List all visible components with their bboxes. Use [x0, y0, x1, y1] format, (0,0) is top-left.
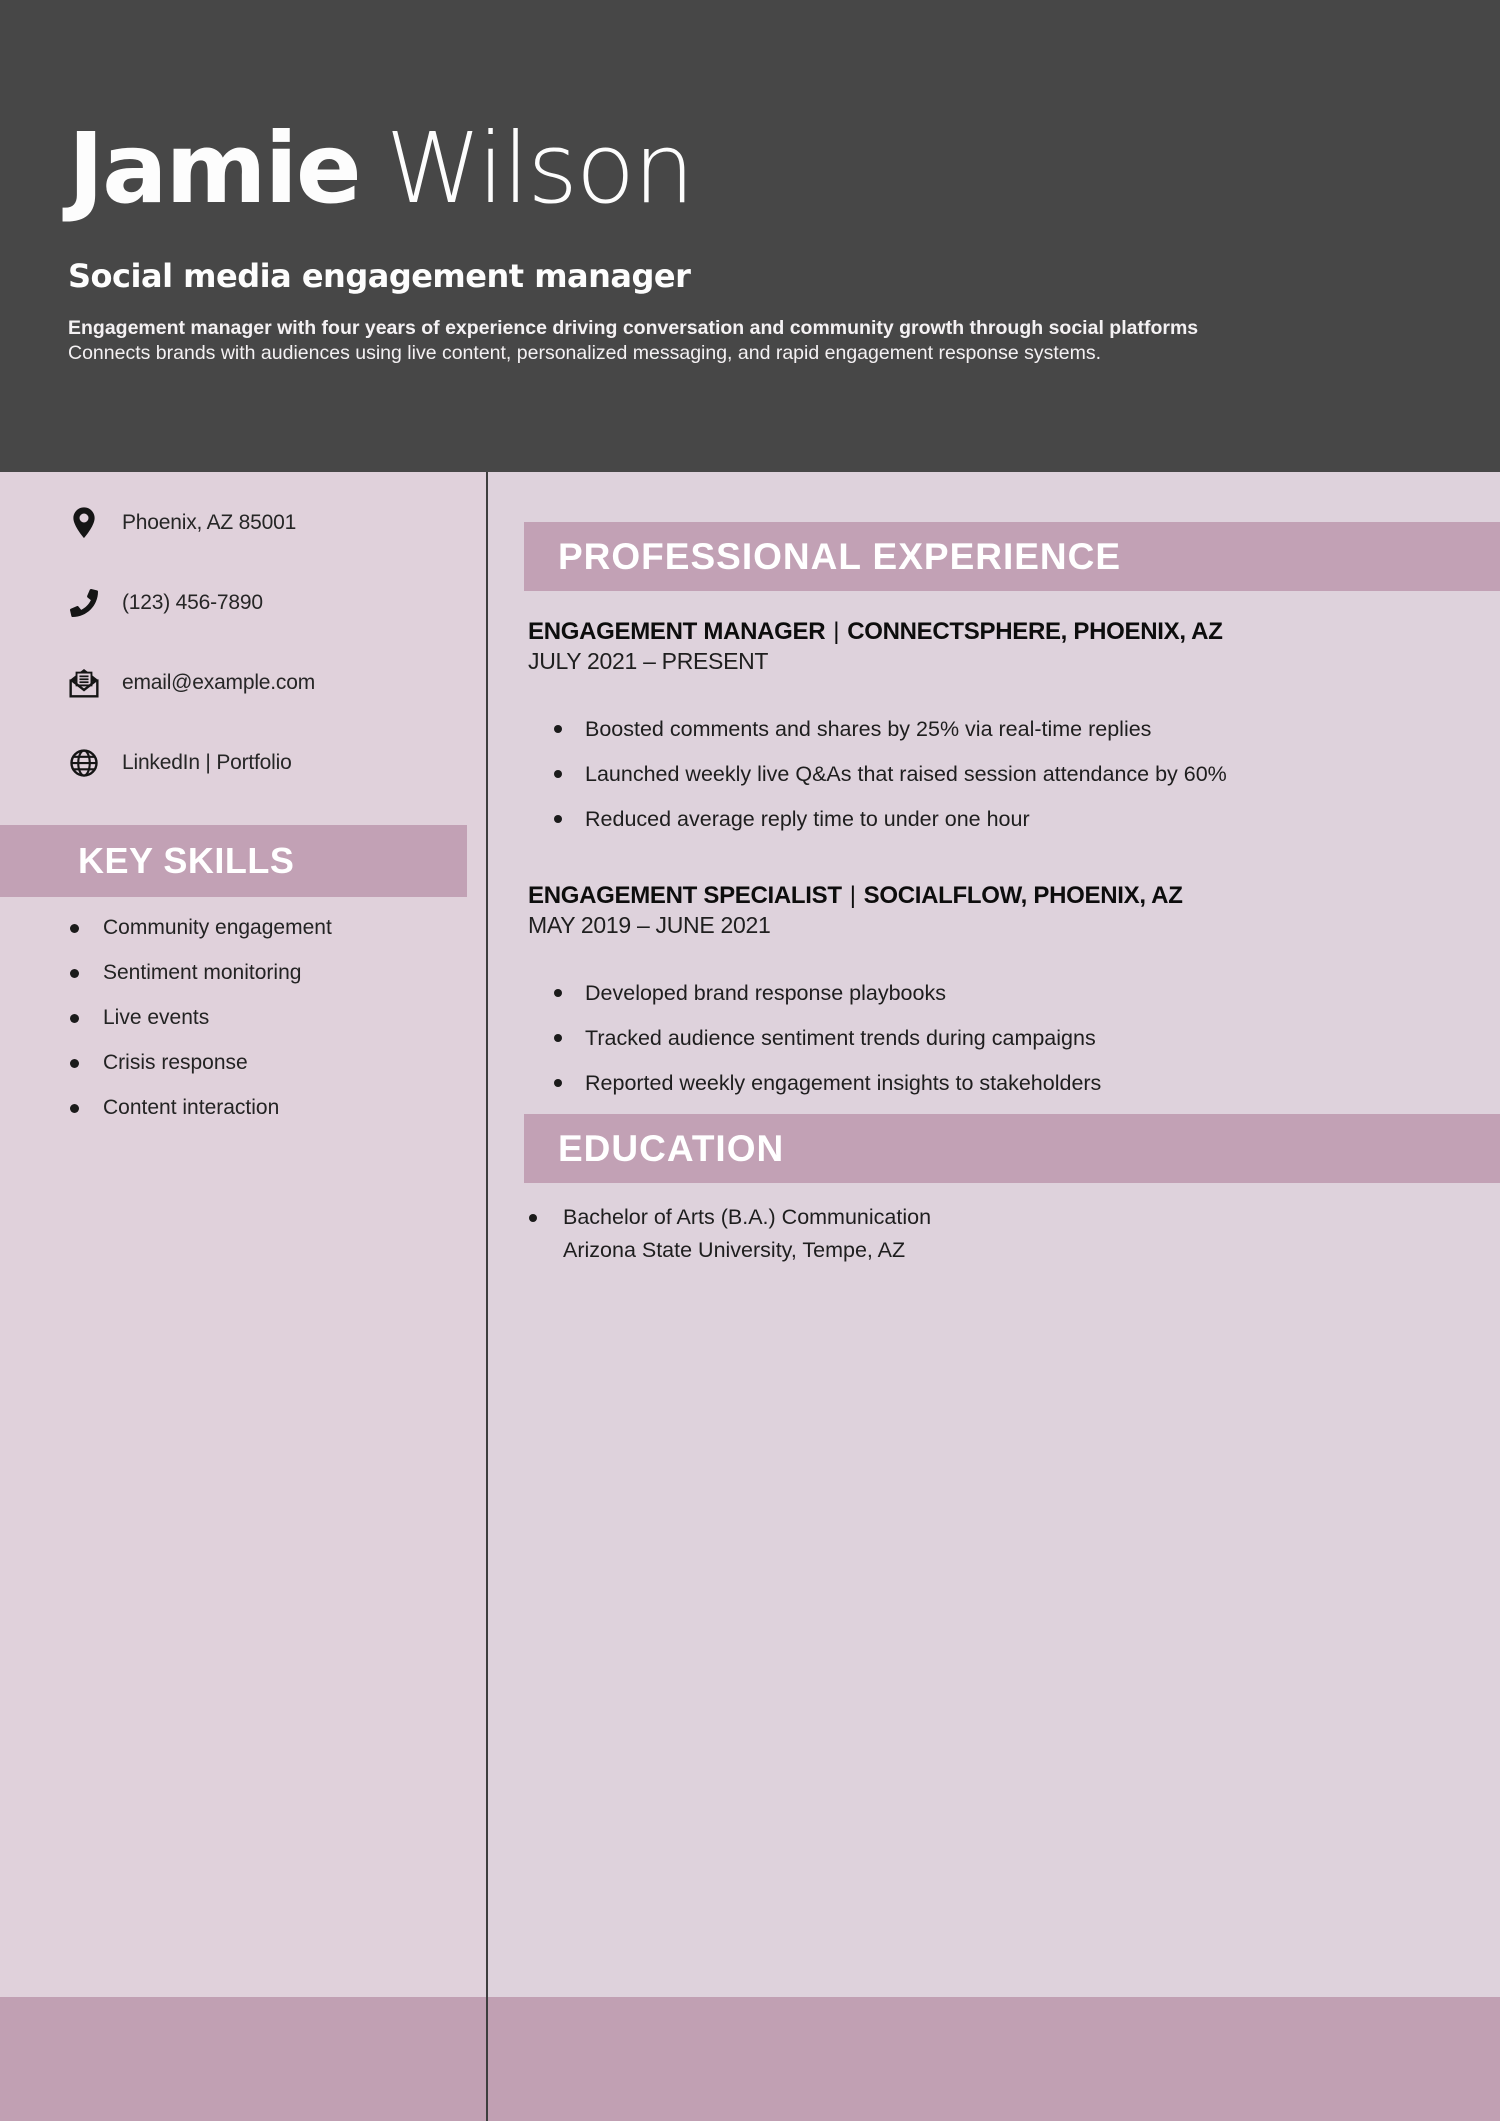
job-2-role: ENGAGEMENT SPECIALIST	[528, 882, 842, 909]
bullet-item: Launched weekly live Q&As that raised session attendance by 60%	[488, 755, 1500, 793]
job-entry-1	[488, 617, 1500, 838]
bullet-item: Tracked audience sentiment trends during campaigns	[488, 1019, 1500, 1057]
experience-section-heading: PROFESSIONAL EXPERIENCE	[524, 522, 1500, 591]
header	[0, 0, 1500, 472]
skill-item: Community engagement	[0, 910, 486, 946]
education-section-heading: EDUCATION	[524, 1114, 1500, 1183]
school: Arizona State University, Tempe, AZ	[563, 1238, 906, 1262]
education-list	[488, 1201, 1500, 1267]
skill-item: Sentiment monitoring	[0, 955, 486, 991]
job-1-bullets	[488, 710, 1500, 838]
bullet-item: Reduced average reply time to under one hour	[488, 800, 1500, 838]
job-title: Social media engagement manager	[68, 257, 691, 295]
bullet-item: Boosted comments and shares by 25% via real-time replies	[488, 710, 1500, 748]
job-2-bullets	[488, 974, 1500, 1102]
contact-row-location	[68, 505, 486, 541]
bullet-item: Reported weekly engagement insights to stakeholders	[488, 1064, 1500, 1102]
phone-text: (123) 456-7890	[122, 591, 263, 614]
summary	[68, 316, 1430, 366]
bottom-accent-strip	[0, 1997, 1500, 2121]
job-2-company: SOCIALFLOW, PHOENIX, AZ	[863, 882, 1183, 909]
location-pin-icon	[68, 506, 100, 540]
first-name: Jamie	[68, 112, 360, 225]
title-separator: |	[849, 882, 856, 909]
job-2-dates: MAY 2019 – JUNE 2021	[528, 912, 771, 938]
key-skills-list	[0, 910, 486, 1126]
contact-row-email[interactable]	[68, 665, 486, 701]
job-1-role: ENGAGEMENT MANAGER	[528, 618, 826, 645]
skill-item: Content interaction	[0, 1090, 486, 1126]
main-content	[488, 472, 1500, 2121]
summary-line-2: Connects brands with audiences using live content, personalized messaging, and rapid engagement response systems.	[68, 342, 1102, 365]
sidebar	[0, 472, 486, 2121]
links-text[interactable]: LinkedIn | Portfolio	[122, 751, 292, 774]
job-entry-2	[488, 881, 1500, 1102]
skill-item: Crisis response	[0, 1045, 486, 1081]
summary-line-1: Engagement manager with four years of experience driving conversation and community growth through social platforms	[68, 317, 1199, 340]
contact-row-phone	[68, 585, 486, 621]
skill-item: Live events	[0, 1000, 486, 1036]
job-1-dates: JULY 2021 – PRESENT	[528, 648, 769, 674]
degree: Bachelor of Arts (B.A.) Communication	[563, 1205, 932, 1229]
title-separator: |	[833, 618, 840, 645]
email-text[interactable]: email@example.com	[122, 671, 315, 694]
column-divider-line	[486, 472, 488, 2121]
location-text: Phoenix, AZ 85001	[122, 511, 297, 534]
job-1-company: CONNECTSPHERE, PHOENIX, AZ	[847, 618, 1223, 645]
last-name: Wilson	[385, 112, 693, 225]
job-2-title	[528, 881, 1500, 911]
email-icon	[68, 666, 100, 700]
education-item	[488, 1201, 1500, 1267]
phone-icon	[68, 586, 100, 620]
bullet-item: Developed brand response playbooks	[488, 974, 1500, 1012]
job-1-title	[528, 617, 1500, 647]
person-name	[68, 112, 1430, 225]
globe-icon	[68, 746, 100, 780]
key-skills-heading: KEY SKILLS	[0, 825, 467, 897]
contact-row-links[interactable]	[68, 745, 486, 781]
